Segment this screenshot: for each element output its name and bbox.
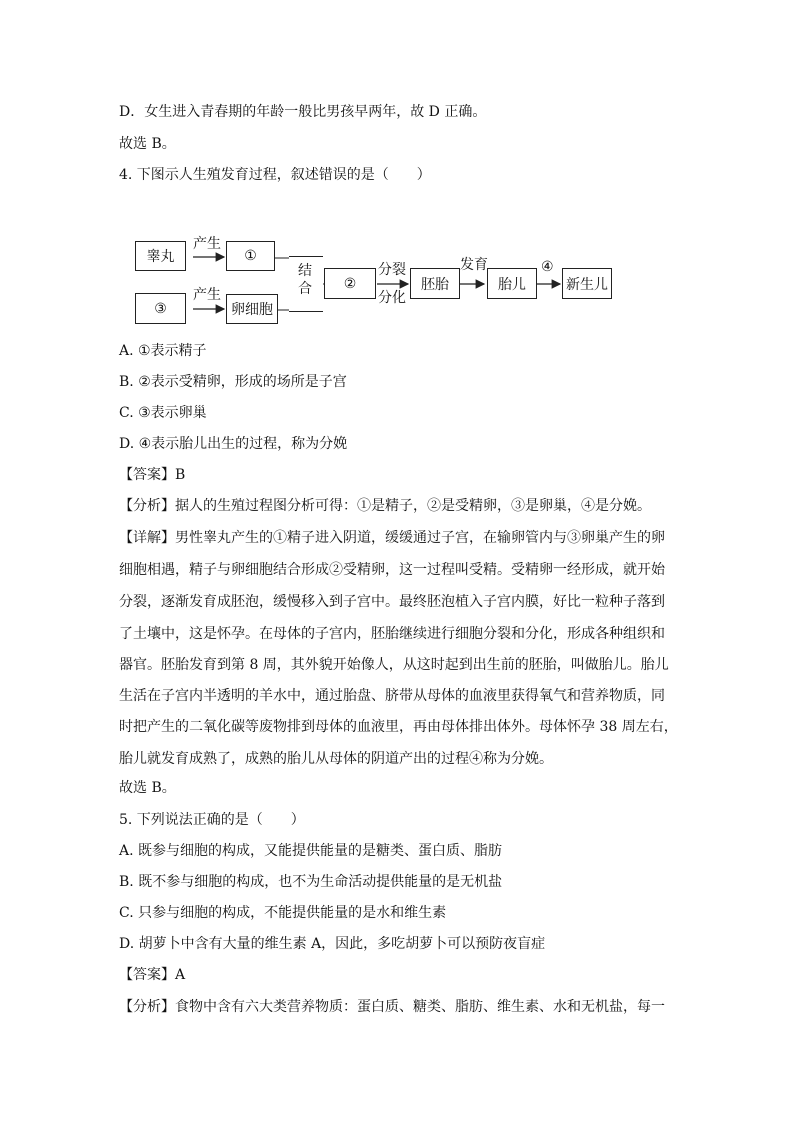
detail-line: 胎儿就发育成熟了，成熟的胎儿从母体的阴道产出的过程④称为分娩。 bbox=[119, 751, 553, 767]
text-line: 故选 B。 bbox=[119, 136, 176, 152]
label-develop: 发育 bbox=[460, 257, 488, 273]
answer: 【答案】B bbox=[119, 467, 186, 483]
label-combine: 结合 bbox=[298, 263, 312, 297]
analysis: 【分析】据人的生殖过程图分析可得：①是精子，②是受精卵，③是卵巢，④是分娩。 bbox=[119, 498, 651, 514]
label-differentiate: 分化 bbox=[378, 290, 406, 306]
box-testis: 睾丸 bbox=[135, 241, 186, 271]
detail-line: 了土壤中，这是怀孕。在母体的子宫内，胚胎继续进行细胞分裂和分化，形成各种组织和 bbox=[119, 626, 665, 642]
label-birth: ④ bbox=[541, 259, 554, 275]
detail-line: 分裂，逐渐发育成胚泡，缓慢移入到子宫中。最终胚泡植入子宫内膜，好比一粒种子落到 bbox=[119, 594, 665, 610]
question-4-stem: 4. 下图示人生殖发育过程，叙述错误的是（ ） bbox=[119, 167, 431, 183]
box-zygote: ② bbox=[324, 268, 376, 299]
option-b: B. ②表示受精卵，形成的场所是子宫 bbox=[119, 374, 347, 390]
option-c: C. ③表示卵巢 bbox=[119, 405, 207, 421]
option-a: A. 既参与细胞的构成，又能提供能量的是糖类、蛋白质、脂肪 bbox=[119, 843, 503, 859]
detail-line: 器官。胚胎发育到第 8 周，其外貌开始像人，从这时起到出生前的胚胎，叫做胎儿。胎儿 bbox=[119, 657, 669, 673]
box-fetus: 胎儿 bbox=[487, 268, 537, 299]
analysis: 【分析】食物中含有六大类营养物质：蛋白质、糖类、脂肪、维生素、水和无机盐，每一 bbox=[119, 999, 665, 1015]
conclusion: 故选 B。 bbox=[119, 780, 176, 796]
box-egg-cell: 卵细胞 bbox=[226, 294, 278, 324]
label-divide: 分裂 bbox=[378, 262, 406, 278]
box-sperm: ① bbox=[226, 241, 275, 271]
box-ovary: ③ bbox=[135, 293, 186, 324]
option-d: D. ④表示胎儿出生的过程，称为分娩 bbox=[119, 436, 348, 452]
option-a: A. ①表示精子 bbox=[119, 343, 207, 359]
answer: 【答案】A bbox=[119, 967, 186, 983]
detail-line: 生活在子宫内半透明的羊水中，通过胎盘、脐带从母体的血液里获得氧气和营养物质，同 bbox=[119, 688, 665, 704]
label-produce-bottom: 产生 bbox=[193, 287, 221, 303]
detail-line: 【详解】男性睾丸产生的①精子进入阴道，缓缓通过子宫，在输卵管内与③卵巢产生的卵 bbox=[119, 530, 665, 546]
box-newborn: 新生儿 bbox=[562, 268, 612, 299]
diagram-arrows bbox=[0, 0, 794, 340]
option-d: D. 胡萝卜中含有大量的维生素 A，因此，多吃胡萝卜可以预防夜盲症 bbox=[119, 936, 546, 952]
text-line: D．女生进入青春期的年龄一般比男孩早两年，故 D 正确。 bbox=[119, 104, 487, 120]
detail-line: 时把产生的二氧化碳等废物排到母体的血液里，再由母体排出体外。母体怀孕 38 周左右， bbox=[119, 719, 678, 735]
label-produce-top: 产生 bbox=[193, 236, 221, 252]
question-5-stem: 5. 下列说法正确的是（ ） bbox=[119, 812, 305, 828]
detail-line: 细胞相遇，精子与卵细胞结合形成②受精卵，这一过程叫受精。受精卵一经形成，就开始 bbox=[119, 562, 665, 578]
option-c: C. 只参与细胞的构成，不能提供能量的是水和维生素 bbox=[119, 905, 447, 921]
option-b: B. 既不参与细胞的构成，也不为生命活动提供能量的是无机盐 bbox=[119, 874, 503, 890]
box-embryo: 胚胎 bbox=[410, 268, 460, 299]
